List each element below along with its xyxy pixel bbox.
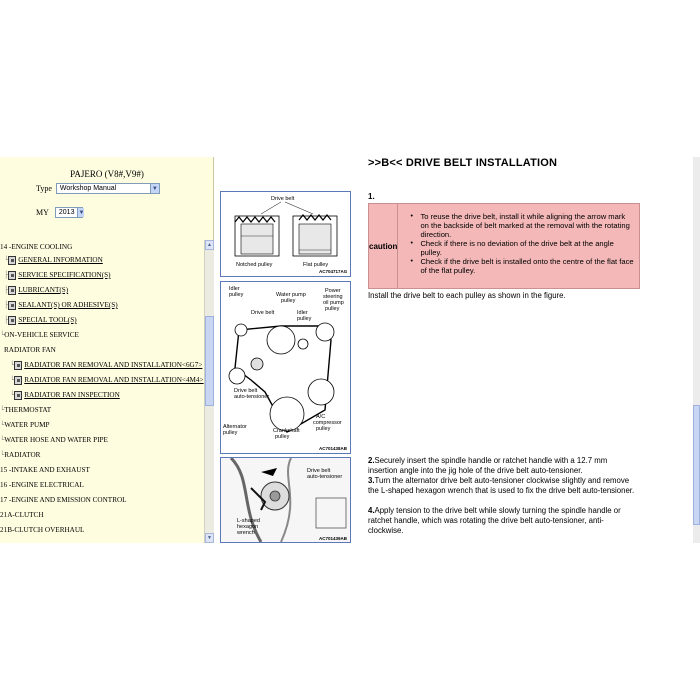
tree-scrollbar[interactable]	[204, 240, 214, 543]
tree-item-label: RADIATOR FAN	[4, 346, 56, 354]
step-4	[368, 506, 638, 536]
tree-item[interactable]	[0, 403, 51, 417]
tree-item-label: 14 -ENGINE COOLING	[0, 243, 73, 251]
caution-label: caution	[369, 204, 398, 288]
idler-pulley-2-label-2: pulley	[297, 316, 312, 322]
step-3-text: Turn the alternator drive belt auto-tensioner clockwise slightly and remove the L-shaped hexagon wrench that is used to fix the drive belt auto-tensioner.	[368, 476, 635, 495]
tree-item[interactable]	[0, 448, 40, 462]
caution-box	[368, 203, 640, 289]
ac-label-2: compressor	[313, 420, 342, 426]
document-icon	[14, 376, 22, 385]
tree-line-connector: └	[0, 451, 5, 459]
tree-item[interactable]	[10, 358, 202, 372]
tree-item[interactable]	[0, 418, 50, 432]
figure-auto-tensioner	[220, 457, 351, 543]
step-3-number: 3.	[368, 476, 375, 485]
drive-belt-label: Drive belt	[251, 310, 275, 316]
drive-belt-label: Drive belt	[271, 196, 295, 202]
tree-line-connector: └	[0, 406, 5, 414]
contents-tree	[0, 240, 204, 543]
tree-item-label: RADIATOR	[4, 451, 41, 459]
caution-item: • Check if the drive belt is installed onto the centre of the flat face of the flat pulley.	[408, 257, 635, 275]
tree-line-connector: └	[0, 331, 5, 339]
vehicle-selector	[0, 157, 214, 240]
crankshaft-pulley	[270, 397, 304, 431]
tree-item-label: LUBRICANT(S)	[18, 286, 69, 294]
chevron-down-icon[interactable]: ▼	[78, 209, 85, 216]
tree-item[interactable]	[4, 298, 118, 312]
model-year-row	[36, 207, 83, 218]
tree-item[interactable]	[0, 240, 72, 254]
water-pump-pulley	[267, 326, 295, 354]
notched-pulley-label: Notched pulley	[236, 262, 273, 268]
tree-item[interactable]	[0, 508, 44, 522]
crankshaft-label: Crankshaft	[273, 428, 300, 434]
tree-item-label: 17 -ENGINE AND EMISSION CONTROL	[0, 496, 127, 504]
install-instruction: Install the drive belt to each pulley as shown in the figure.	[368, 291, 566, 300]
type-label: Type	[36, 184, 52, 193]
scroll-thumb[interactable]	[205, 316, 214, 406]
tree-item-label: RADIATOR FAN INSPECTION	[24, 391, 120, 399]
scroll-up-icon[interactable]: ▲	[205, 240, 214, 250]
model-year-select[interactable]	[55, 207, 83, 218]
wrench-label: L-shaped	[237, 518, 260, 524]
auto-tensioner-label-2: auto-tensioner	[234, 394, 270, 400]
document-icon	[8, 271, 16, 280]
power-steering-label: Power	[325, 288, 341, 294]
document-icon	[8, 301, 16, 310]
belt-routing-illustration	[221, 282, 350, 453]
caution-list	[398, 204, 639, 288]
step-3	[368, 476, 640, 496]
wrench-label-3: wrench	[237, 530, 255, 536]
auto-tensioner-pulley	[251, 358, 263, 370]
tree-line-connector: ├	[4, 286, 9, 294]
figure-code: AC704717AG	[319, 269, 348, 274]
tree-item-label: WATER PUMP	[4, 421, 50, 429]
tree-item-label: GENERAL INFORMATION	[18, 256, 103, 264]
tree-line-connector: └	[0, 421, 5, 429]
tree-line-connector: └	[10, 376, 15, 384]
scroll-down-icon[interactable]: ▼	[205, 533, 214, 543]
ac-label-3: pulley	[316, 426, 331, 432]
alternator-label-2: pulley	[223, 430, 238, 436]
tree-item-label: THERMOSTAT	[4, 406, 52, 414]
tree-item[interactable]	[4, 268, 111, 282]
tree-item[interactable]	[4, 283, 68, 297]
power-steering-label-4: pulley	[325, 306, 340, 312]
tree-item[interactable]	[10, 388, 120, 402]
tree-line-connector: └	[10, 361, 15, 369]
water-pump-pulley-label-2: pulley	[281, 298, 296, 304]
caution-item: • Check if there is no deviation of the drive belt at the angle pulley.	[408, 239, 635, 257]
tree-item-label: RADIATOR FAN REMOVAL AND INSTALLATION<6G7>	[24, 361, 203, 369]
water-pump-pulley-label: Water pump	[276, 292, 306, 298]
tree-line-connector: └	[0, 436, 5, 444]
tree-item-label: RADIATOR FAN REMOVAL AND INSTALLATION<4M4>	[24, 376, 204, 384]
caution-item: • To reuse the drive belt, install it while aligning the arrow mark on the backside of belt marked at the removal with the rotating direction.	[408, 212, 635, 239]
document-icon	[8, 286, 16, 295]
tree-item[interactable]	[4, 343, 56, 357]
type-row	[36, 183, 160, 194]
step-2-text: Securely insert the spindle handle or ratchet handle with a 12.7 mm insertion angle into the jig hole of the drive belt auto-tensioner.	[368, 456, 608, 475]
auto-tensioner-label-2: auto-tensioner	[307, 474, 343, 480]
tree-item-label: ON-VEHICLE SERVICE	[4, 331, 79, 339]
auto-tensioner-illustration	[221, 458, 350, 542]
tree-line-connector: ├	[4, 316, 9, 324]
tree-item[interactable]	[4, 253, 103, 267]
tree-item[interactable]	[0, 493, 127, 507]
content-panel	[215, 157, 700, 543]
content-scrollbar[interactable]	[693, 157, 700, 543]
document-icon	[14, 361, 22, 370]
tree-item-label: SPECIAL TOOL(S)	[18, 316, 77, 324]
tree-item[interactable]	[0, 523, 84, 537]
tree-item[interactable]	[0, 463, 90, 477]
page-title: >>B<< DRIVE BELT INSTALLATION	[368, 157, 558, 169]
document-icon	[8, 256, 16, 265]
power-steering-label-3: oil pump	[323, 300, 344, 306]
model-year-label: MY	[36, 208, 49, 217]
ac-label: A/C	[316, 414, 326, 420]
tree-line-connector: ├	[4, 271, 9, 279]
step-1-number: 1.	[368, 192, 375, 201]
auto-tensioner-label: Drive belt	[234, 388, 258, 394]
idler-pulley-label-2: pulley	[229, 292, 244, 298]
model-year-value: 2013	[58, 209, 75, 216]
manual-window	[0, 157, 700, 543]
tree-line-connector: ├	[4, 301, 9, 309]
alternator-pulley	[229, 368, 245, 384]
step-2	[368, 456, 638, 476]
wrench-label-2: hexagon	[237, 524, 259, 530]
crankshaft-label-2: pulley	[275, 434, 290, 440]
figure-pulley-types	[220, 191, 351, 277]
tree-line-connector: └	[4, 256, 9, 264]
pulley-types-illustration	[221, 192, 350, 276]
content-scroll-thumb[interactable]	[693, 405, 700, 525]
document-icon	[14, 391, 22, 400]
alternator-label: Alternator	[223, 424, 247, 430]
vehicle-name: PAJERO (V8#,V9#)	[70, 169, 144, 179]
idler-pulley-2	[298, 339, 308, 349]
auto-tensioner-label: Drive belt	[307, 468, 331, 474]
document-icon	[8, 316, 16, 325]
type-select[interactable]	[56, 183, 160, 194]
figure-code: AC701439AB	[319, 536, 348, 541]
tree-item-label: 21B-CLUTCH OVERHAUL	[0, 526, 85, 534]
tree-item-label: SEALANT(S) OR ADHESIVE(S)	[18, 301, 118, 309]
idler-pulley-label: Idler	[229, 286, 240, 292]
step-4-text: Apply tension to the drive belt while slowly turning the spindle handle or ratchet handle, which was rotating the drive belt auto-tensioner, anti-clockwise.	[368, 506, 621, 535]
tree-item-label: 16 -ENGINE ELECTRICAL	[0, 481, 84, 489]
ac-compressor-pulley	[308, 379, 334, 405]
type-select-value: Workshop Manual	[59, 185, 117, 192]
tree-item-label: 15 -INTAKE AND EXHAUST	[0, 466, 90, 474]
step-2-number: 2.	[368, 456, 375, 465]
figure-belt-routing	[220, 281, 351, 454]
chevron-down-icon[interactable]: ▼	[150, 184, 159, 193]
flat-pulley-label: Flat pulley	[303, 262, 329, 268]
figure-code: AC701438AB	[319, 446, 348, 451]
tree-item-label: SERVICE SPECIFICATION(S)	[18, 271, 111, 279]
tree-item[interactable]	[0, 328, 79, 342]
idler-pulley-2-label: Idler	[297, 310, 308, 316]
step-4-number: 4.	[368, 506, 375, 515]
idler-pulley-1	[235, 324, 247, 336]
tree-item-label: WATER HOSE AND WATER PIPE	[4, 436, 108, 444]
tree-item[interactable]	[0, 478, 84, 492]
tree-item[interactable]	[4, 313, 77, 327]
power-steering-label-2: steering	[323, 294, 343, 300]
navigation-panel	[0, 157, 214, 543]
tree-item[interactable]	[0, 433, 108, 447]
power-steering-pulley	[316, 323, 334, 341]
tree-item[interactable]	[10, 373, 204, 387]
tree-line-connector: └	[10, 391, 15, 399]
tree-item-label: 21A-CLUTCH	[0, 511, 44, 519]
